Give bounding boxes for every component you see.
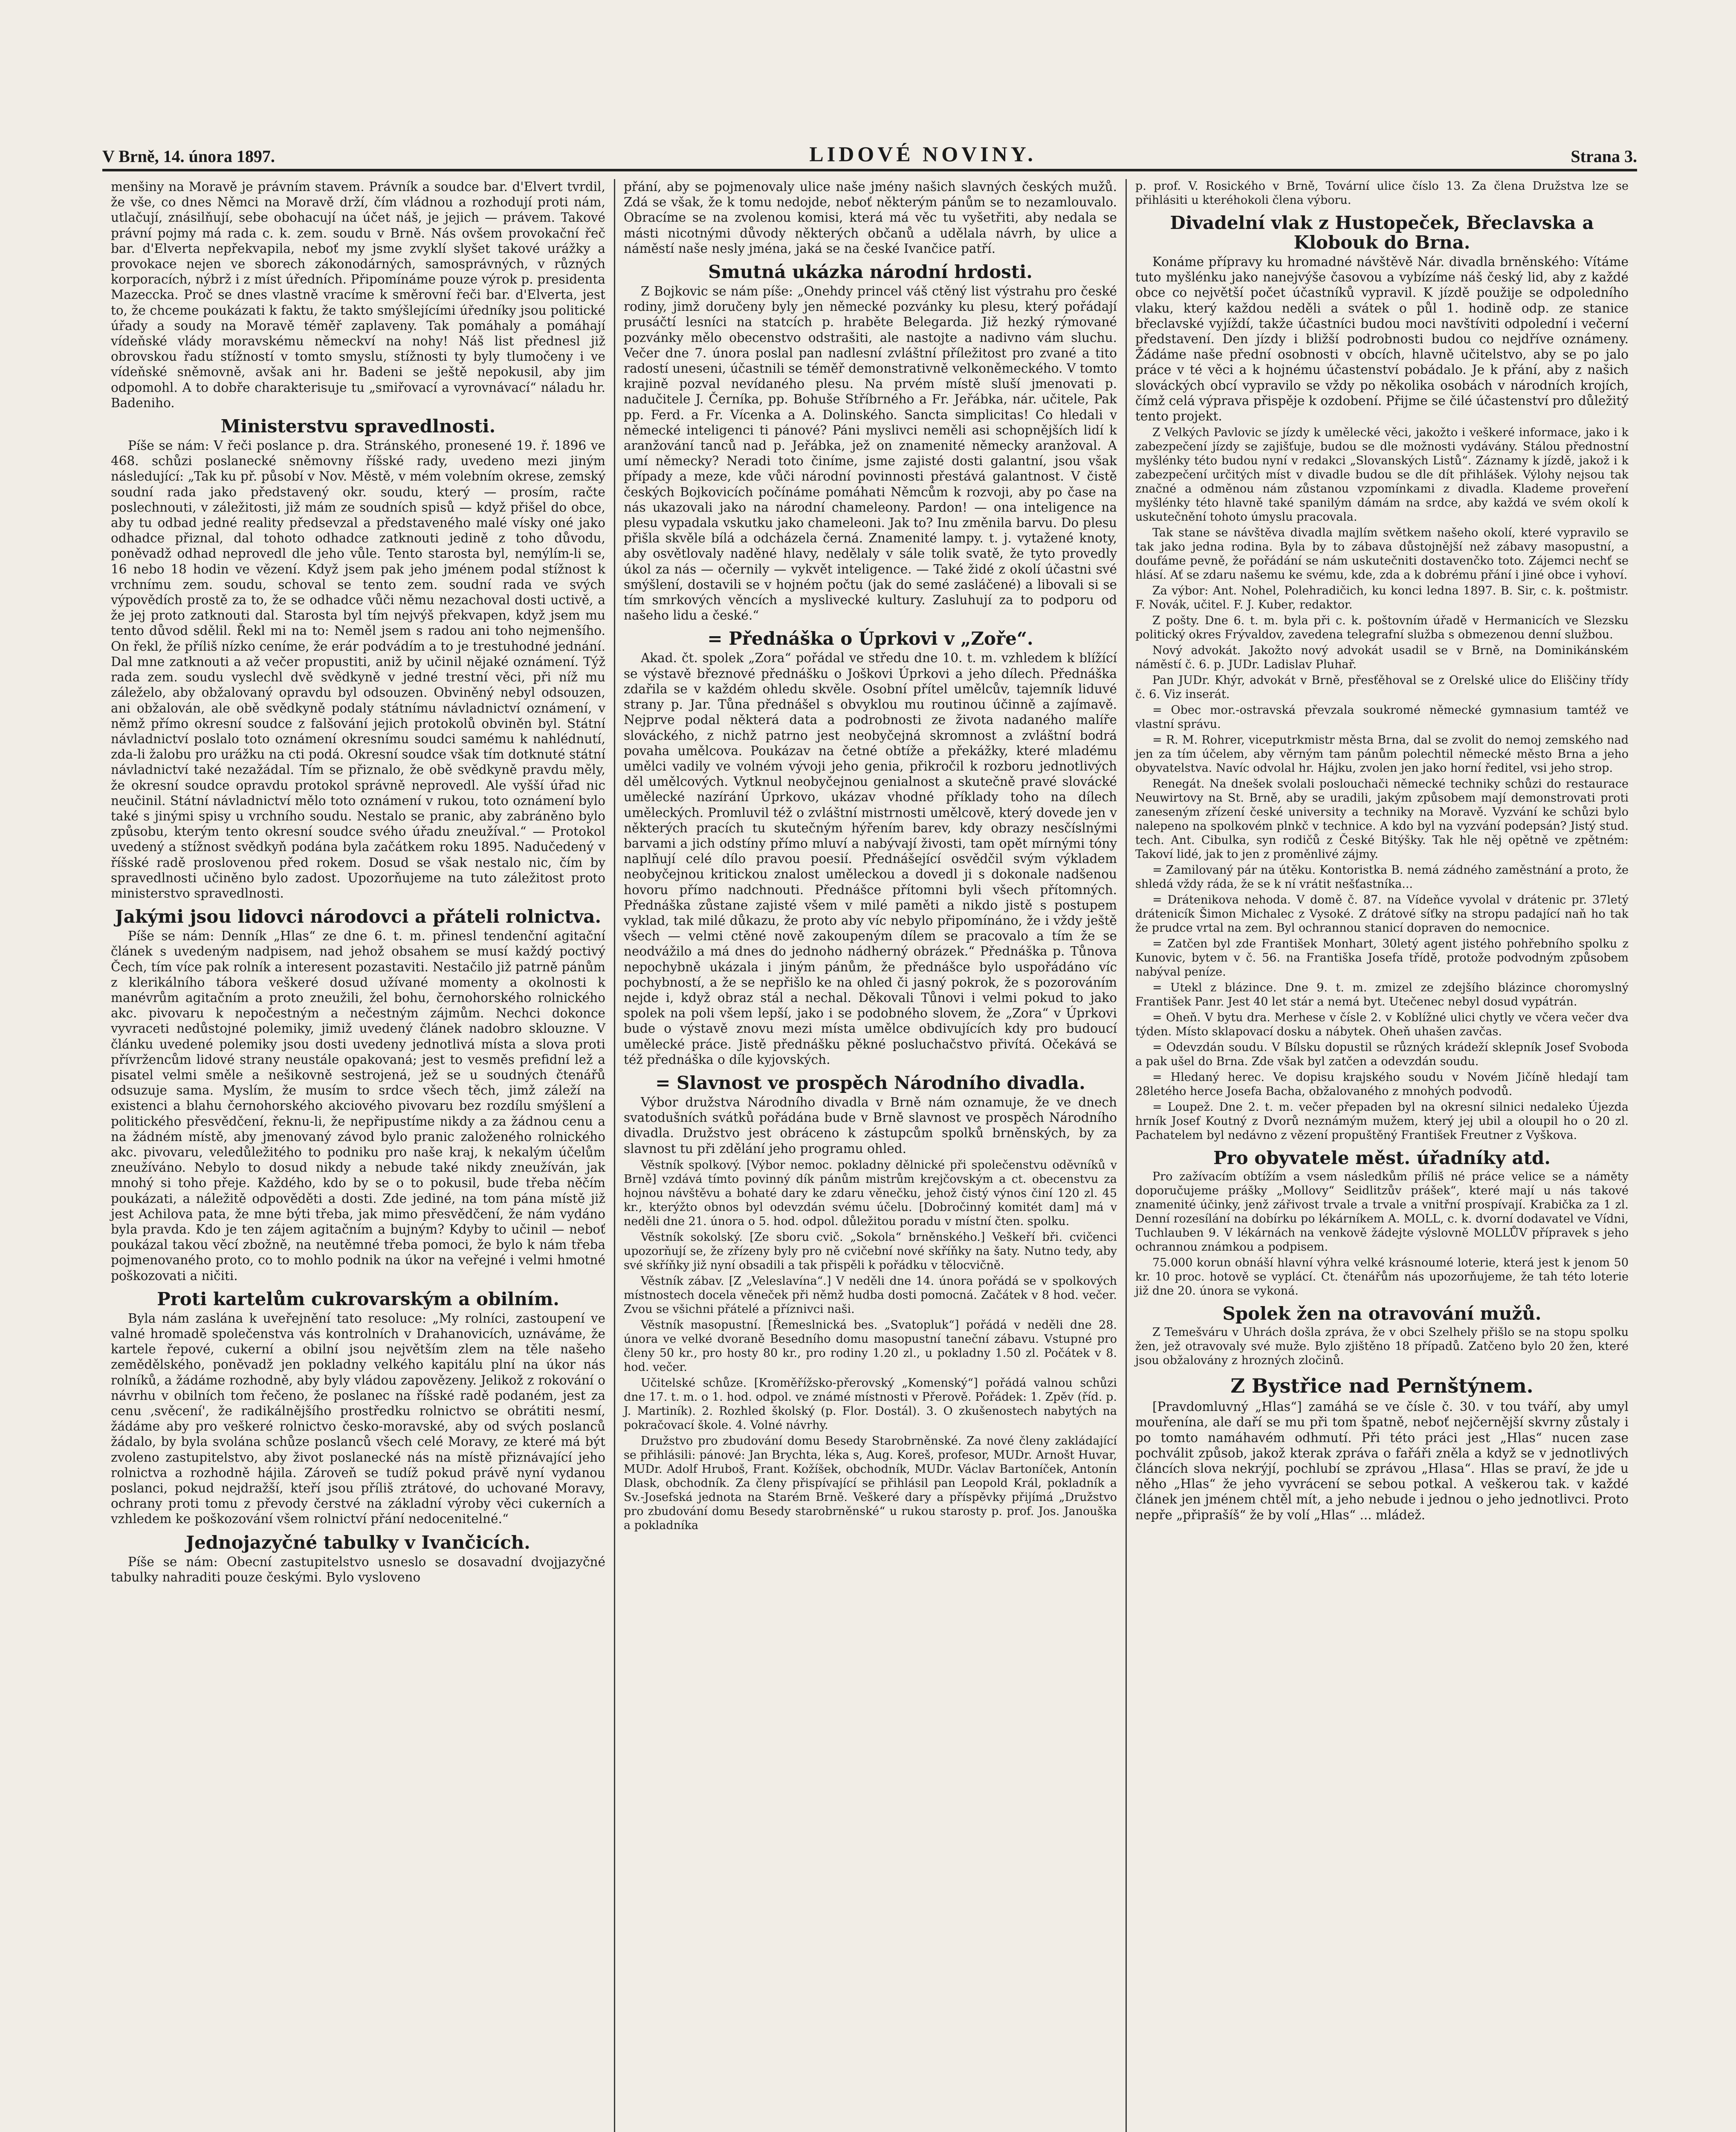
article-paragraph: Věstník sokolský. [Ze sboru cvič. „Sokola“ brněnského.] Veškeří bři. cvičenci upozorňují se, že zřízeny byly pro ně cvičební nové skříňky na šaty. Nutno tedy, aby své skříňky již nyní obsadili a tak přispěli k pořádku v tělocvičně. bbox=[624, 1230, 1117, 1272]
article-paragraph: Družstvo pro zbudování domu Besedy Starobrněnské. Za nové členy zakládající se přihlásili: pánové: Jan Brychta, léka s, Aug. Koreš, profesor, MUDr. Arnošt Huvar, MUDr. Adolf Hruboš, Frant. Kožíšek, obchodník, MUDr. Václav Bartoníček, Antonín Dlask, obchodník. Za členy přispívající se přihlásil pan Leopold Král, pokladník a Sv.-Josefská jednota na Starém Brně. Veškeré dary a příspěvky přijímá „Družstvo pro zbudování domu Besedy starobrněnské“ u rukou starosty p. prof. Jos. Janouška a pokladníka bbox=[624, 1434, 1117, 1532]
article-headline: = Přednáška o Úprkovi v „Zoře“. bbox=[707, 628, 1033, 649]
article-paragraph: p. prof. V. Rosického v Brně, Tovární ulice číslo 13. Za člena Družstva lze se přihlásiti u kteréhokoli člena výboru. bbox=[1135, 180, 1629, 207]
article-paragraph: Učitelské schůze. [Kroměřížsko-přerovský „Komenský“] pořádá valnou schůzi dne 17. t. m. o 1. hod. odpol. ve známé místnosti v Přerově. Pořádek: 1. Zpěv (říd. p. J. Martiník). 2. Rozhled školský (p. Flor. Dostál). 3. O zkušenostech nabytých na pokračovací škole. 4. Volné návrhy. bbox=[624, 1376, 1117, 1432]
article-paragraph: přání, aby se pojmenovaly ulice naše jmény našich slavných českých mužů. Zdá se však, že k tomu nedojde, neboť některým pánům se to nezamlouvalo. Obracíme se na zvolenou komisi, která má věc tu vyšetřiti, aby nedala se másti nicotnými důvody některých občanů a udělala návrh, by ulice a náměstí naše nesly jména, jaká se na české Ivančice patří. bbox=[624, 180, 1117, 256]
article-paragraph: = Zamilovaný pár na útěku. Kontoristka B. nemá zádného zaměstnání a proto, že shledá vždy ráda, že se k ní vrátit nešťastníka... bbox=[1135, 863, 1629, 891]
article-paragraph: Věstník zábav. [Z „Veleslavína“.] V neděli dne 14. února pořádá se v spolkových místnostech docela věneček při němž hudba dosti pomocná. Začátek v 8 hod. večer. Zvou se všichni přátelé a příznivci naši. bbox=[624, 1274, 1117, 1316]
article-paragraph: = Hledaný herec. Ve dopisu krajského soudu v Novém Jičíně hledají tam 28letého herce Josefa Bacha, obžalovaného z mnohých podvodů. bbox=[1135, 1071, 1629, 1098]
article-paragraph: = Obec mor.-ostravská převzala soukromé německé gymnasium tamtéž ve vlastní správu. bbox=[1135, 704, 1629, 731]
article-paragraph: Z Bojkovic se nám píše: „Onehdy princel váš ctěný list výstrahu pro české rodiny, jimž doručeny byly jen německé pozvánky ku plesu, který pořádají prusáčtí lesníci na statcích p. hraběte Belegarda. Již hezký rýmované pozvánky mělo obecenstvo odstrašiti, ale nastojte a nadivno vám sluchu. Večer dne 7. února poslal pan nadlesní zvláštní příležitost pro zvané a tito radostí uneseni, účastnili se téměř demonstrativně velkoněmeckého. V tomto krajině pozval nevídaného plesu. Na prvém místě sluší jmenovati p. nadučitele J. Černíka, pp. Bohuše Stříbrného a Fr. Jeřábka, nár. učitele, Pak pp. Ferd. a Fr. Vícenka a A. Dolinského. Sancta simplicitas! Co hledali v německé inteligenci ti pánové? Páni myslivci neměli asi schopnějších lidí k aranžování tanců nad p. Jeřábka, jež on znamenité německy aranžoval. A umí německy? Neradi toto činíme, jsme zajisté dosti galantní, jsou však případy a meze, kde vůči národní povinnosti přestává galantnost. V čistě českých Bojkovicích počínáme pomáhati Němcům k rozvoji, aby po čase na nás ukazovali jako na národní chameleony. Pardon! — ona inteligence na plesu vypadala vskutku jako chameleoni. Jak to? Inu změnila barvu. Do plesu přišla skvěle bílá a odcházela černá. Znamenité lampy. t. j. vytažené knoty, aby osvětlovaly naděné hlavy, nedělaly v sále tolik svatě, že tyto provedly úkol za nás — očernily — vykvět inteligence. — Také židé z okolí účastni své smýšlení, dostavili se v hojném počtu (jak do semé zasláčené) a libovali si se tím smrkových věncích a myslivecké kultury. Zasluhují za to podporu od našeho lidu a české.“ bbox=[624, 284, 1117, 623]
article-paragraph: Pro zažívacím obtížím a vsem následkům příliš né práce velice se a náměty doporučujeme prášky „Mollovy“ Seidlitzův prášek“, které mají u nás takové znamenité účinky, jenž zářivost trvale a trvale a vnitřní prospívají. Krabička za 1 zl. Denní rozesílání na dobírku po lékárníkem A. MOLL, c. k. dvorní dodavatel ve Vídni, Tuchlauben 9. V lékárnách na venkově žádejte výslovně MOLLŮV přípravek s jeho ochrannou známkou a podpisem. bbox=[1135, 1170, 1629, 1254]
article-paragraph: Z Velkých Pavlovic se jízdy k umělecké věci, jakožto i veškeré informace, jako i k zabezpečení jízdy se zajišťuje, budou se dle možnosti vydávány. Stálou přednostní myšlénky této budou nyní v redakci „Slovanských Listů“. Záznamy k jízdě, jakož i k zabezpečení určitých míst v divadle budou se dle dít přihlášek. Výlohy nejsou tak značné a odměnou nám zůstanou vzpomínkami z divadla. Klademe proveření myšlénky této hlavně také spanilým dámám na srdce, aby každá ve svém okolí k uskutečnění tohoto úmyslu pracovala. bbox=[1135, 426, 1629, 524]
article-headline: Jednojazyčné tabulky v Ivančicích. bbox=[186, 1532, 530, 1553]
column-3 bbox=[1126, 179, 1637, 2132]
article-paragraph: Věstník masopustní. [Řemeslnická bes. „Svatopluk“] pořádá v neděli dne 28. února ve velké dvoraně Besedního domu masopustní taneční zábavu. Vstupné pro členy 50 kr., pro hosty 80 kr., pro rodiny 1.20 zl., u pokladny 1.50 zl. Počátek v 8. hod. večer. bbox=[624, 1318, 1117, 1374]
article-paragraph: Věstník spolkový. [Výbor nemoc. pokladny dělnické při společenstvu oděvníků v Brně] vzdává tímto povinný dík pánům mistrům krejčovským a ct. obecenstvu za hojnou návštěvu a bohaté dary ke zdaru věnečku, jehož čistý výnos činí 120 zl. 45 kr., kterýžto obnos byl odevzdán svému účelu. [Dobročinný komitét dam] má v neděli dne 21. února o 5. hod. odpol. důležitou poradu v místní čten. spolku. bbox=[624, 1158, 1117, 1228]
article-paragraph: = Drátenikova nehoda. V domě č. 87. na Vídeňce vyvolal v drátenic pr. 37letý drátenicík Šimon Michalec z Vysoké. Z drátové síťky na stropu padající naň ho tak že prudce vrtal na zem. Byl ochrannou stanicí dopraven do nemocnice. bbox=[1135, 893, 1629, 935]
article-headline: Ministerstvu spravedlnosti. bbox=[220, 416, 496, 437]
article-paragraph: Pan JUDr. Khýr, advokát v Brně, přesťěhoval se z Orelské ulice do Eliščiny třídy č. 6. Viz inserát. bbox=[1135, 674, 1629, 701]
article-columns bbox=[102, 179, 1637, 2132]
article-paragraph: Nový advokát. Jakožto nový advokát usadil se v Brně, na Dominikánském náměstí č. 6. p. JUDr. Ladislav Pluhař. bbox=[1135, 644, 1629, 672]
article-paragraph: = Zatčen byl zde František Monhart, 30letý agent jistého pohřebního spolku z Kunovic, bytem v č. 56. na Františka Josefa třídě, protože podvodným způsobem nabýval peníze. bbox=[1135, 937, 1629, 979]
column-2 bbox=[614, 179, 1126, 2132]
newspaper-title: LIDOVÉ NOVINY. bbox=[809, 142, 1036, 166]
article-paragraph: Renegát. Na dnešek svolali poslouchači německé techniky schůzi do restaurace Neuwirtovy na St. Brně, aby se uradili, jakým způsobem mají demonstrovati proti zaneseným zřízení české university a techniky na Moravě. Vyzvání ke schůzi bylo nalepeno na spolkovém plnkč v technice. A kdo byl na vyzvání podepsán? Jistý stud. tech. Ant. Cibulka, syn rodičů z České Bitýšky. Tak hle něj opětně ve zpětném: Takoví lidé, jak to jen z proměnlivé zájmy. bbox=[1135, 777, 1629, 861]
article-headline: = Slavnost ve prospěch Národního divadla. bbox=[655, 1072, 1085, 1093]
article-paragraph: 75.000 korun obnáší hlavní výhra velké krásnoumé loterie, která jest k jenom 50 kr. 10 proc. hotově se vyplácí. Ct. čtenářům nás upozorňujeme, že tah této loterie již dne 20. února se vykoná. bbox=[1135, 1256, 1629, 1298]
issue-date: V Brně, 14. února 1897. bbox=[102, 147, 275, 166]
article-headline: Jakými jsou lidovci národovci a přáteli rolnictva. bbox=[115, 906, 602, 927]
article-headline: Proti kartelům cukrovarským a obilním. bbox=[157, 1288, 559, 1309]
article-headline: Smutná ukázka národní hrdosti. bbox=[708, 261, 1033, 283]
page-number: Strana 3. bbox=[1571, 147, 1637, 166]
article-paragraph: Z pošty. Dne 6. t. m. byla při c. k. poštovním úřadě v Hermanicích ve Slezsku politický okres Frývaldov, zavedena telegrafní služba s obmezenou denní službou. bbox=[1135, 614, 1629, 642]
article-headline: Spolek žen na otravování mužů. bbox=[1222, 1303, 1542, 1324]
article-paragraph: Píše se nám: Obecní zastupitelstvo usneslo se dosavadní dvojjazyčné tabulky nahraditi pouze českými. Bylo vysloveno bbox=[111, 1554, 605, 1585]
article-paragraph: = Odevzdán soudu. V Bílsku dopustil se různých krádeží sklepník Josef Svoboda a pak ušel do Brna. Zde však byl zatčen a odevzdán soudu. bbox=[1135, 1041, 1629, 1069]
article-paragraph: Výbor družstva Národního divadla v Brně nám oznamuje, že ve dnech svatodušních svátků pořádána bude v Brně slavnost ve prospěch Národního divadla. Družstvo jest obráceno k zástupcům spolků brněnských, by za slavnost tu při zdělání jeho programu ohled. bbox=[624, 1095, 1117, 1156]
article-paragraph: = Loupež. Dne 2. t. m. večer přepaden byl na okresní silnici nedaleko Újezda hrník Josef Koutný z Dvorů neznámým mužem, který jej ubil a oloupil ho o 20 zl. Pachatelem byl nedávno z vězení propuštěný František Freutner z Vyškova. bbox=[1135, 1101, 1629, 1142]
column-1 bbox=[102, 179, 614, 2132]
newspaper-page bbox=[102, 136, 1637, 2132]
section-heading: Z Bystřice nad Pernštýnem. bbox=[1230, 1374, 1533, 1398]
article-paragraph: Píše se nám: V řeči poslance p. dra. Stránského, pronesené 19. ř. 1896 ve 468. schůzi poslanecké sněmovny říšské rady, uvedeno mezi jiným následující: „Tak ku př. působí v Nov. Městě, v mém volebním okrese, zemský soudní rada jako představený okr. soudu, který — prosím, račte poslechnouti, v záležitosti, již mám ze soudních spisů — když přišel do obce, aby tu odbad jedné reality předsevzal a představeného malé vísky oné jako odhadce přiznal, dal tohoto odhadce zatknouti jedině z toho důvodu, poněvadž odhad neprovedl dle jeho vůle. Tento starosta byl, nemýlím-li se, 16 nebo 18 hodin ve vězení. Když jsem pak jeho jménem podal stížnost k vrchnímu zem. soudu, schoval se tento zem. soudní rada ve svých výpovědích prostě za to, že se odhadce vůči němu nezachoval dosti uctivě, a že jej proto zatknouti dal. Starosta byl tím nejvýš překvapen, když jsem mu tento důvod sdělil. Řekl mi na to: Neměl jsem s radou ani toho nejmenšího. On řekl, že příliš nízko ceníme, že erár podvádím a to je trestuhodné jednání. Dal mne zatknouti a až večer propustiti, aniž by učinil nějaké oznámení. Týž rada zem. soudu vyslechl dvě svědkyně v jedné trestní věci, při níž mu záleželo, aby obžalovaný opravdu byl odsouzen. Obviněný nebyl odsouzen, ani obžalován, ale obě svědkyně podaly státnímu návladnictví oznámení, v němž přímo okresní soudce z falšování jejich protokolů obviněn byl. Státní návladnictví poslalo toto oznámení okresnímu soudci samému k nahlédnutí, zda-li žalobu pro urážku na cti podá. Okresní soudce však tím dotknuté státní návladnictví také nezažádal. Tím se přiznalo, že obě svědkyně pravdu měly, že okresní soudce opravdu protokol správně neprovedl. Ale vyšší úřad nic neučinil. Státní návladnictví mělo toto oznámení v rukou, toto oznámení bylo také s jinými spisy u vrchního soudu. Nestalo se pranic, aby zabráněno bylo způsobu, kterým tento okresní soudce svého úřadu zneužíval.“ — Protokol uvedený a stížnost svědkyň podána byla začátkem roku 1895. Nadučedený v říšské radě proslovenou před rokem. Dosud se však nestalo nic, čím by spravedlnosti učiněno bylo zadost. Upozorňujeme na tuto záležitost proto ministerstvo spravedlnosti. bbox=[111, 438, 605, 901]
article-paragraph: Za výbor: Ant. Nohel, Polehradičich, ku konci ledna 1897. B. Sir, c. k. poštmistr. F. Novák, učitel. F. J. Kuber, redaktor. bbox=[1135, 584, 1629, 612]
article-headline: Divadelní vlak z Hustopeček, Břeclavska a Klobouk do Brna. bbox=[1170, 212, 1594, 253]
article-paragraph: = Utekl z blázince. Dne 9. t. m. zmizel ze zdejšího blázince choromyslný František Panr. Jest 40 let stár a nemá byt. Utečenec nebyl dosud vypátrán. bbox=[1135, 981, 1629, 1009]
article-paragraph: = Oheň. V bytu dra. Merhese v čísle 2. v Koblížné ulici chytly ve včera večer dva týden. Místo sklapovací dosku a nábytek. Oheň uhašen zavčas. bbox=[1135, 1011, 1629, 1039]
article-paragraph: Konáme přípravy ku hromadné návštěvě Nár. divadla brněnského: Vítáme tuto myšlénku jako nanejvýše časovou a vybízíme náš český lid, aby z každé obce co největší počet účastníků vypravil. K jízdě použije se odpoledního vlaku, který každou neděli a svátek o půl 1. hodině odp. ze stanice břeclavské vyjíždí, takže účastníci budou moci navštíviti odpolední i večerní představení. Den jízdy i bližší podrobnosti budou co nejdříve oznámeny. Žádáme naše přední osobnosti v obcích, hlavně učitelstvo, aby se po jalo práce v té věci a k hojnému účastenství pobádalo. Je k přání, aby z našich slováckých obcí vypravilo se vždy po několika osobách v národních krojích, čímž celá výprava přispěje k ozdobení. Přijme se čilé účastenství pro důležitý tento projekt. bbox=[1135, 255, 1629, 424]
article-paragraph: Byla nám zaslána k uveřejnění tato resoluce: „My rolníci, zastoupení ve valné hromadě společenstva vás kontrolních v Drahanovicích, uznáváme, že kartele řepové, cukerní a obilní jsou největším zlem na těle našeho zemědělského, poněvadž jen pokladny velkého kapitálu plní na úkor nás rolníků, a žádáme rozhodně, aby byly vládou zapovězeny. Jelikož z rokování o návrhu v obilních tom řečeno, že poslanec na říšské radě podaném, jest za cenu ,svěcení', že radikálnějšího prostředku rolnictvo se obrátiti nesmí, žádáme aby pro veškeré rolnictvo česko-moravské, aby od svých poslanců žádalo, by byla svolána schůze poslanců všech celé Moravy, ze které má být zvoleno zastupitelstvo, aby život poslanecké nás na místě přiznávající jeho rolnictva a rozhodně hájila. Zároveň se tudíž pokud právě nyní vydanou poslanci, pokud nejdražší, kteří jsou příliš ztrátové, do uchované Moravy, ochrany proti tomu z převody čerstvé na základní výroby věci cukerních a vzhledem ke poškozování všem rolnictví přání nedocenitelné.“ bbox=[111, 1311, 605, 1527]
article-paragraph: [Pravdomluvný „Hlas“] zamáhá se ve čísle č. 30. v tou tváří, aby umyl mouřenína, ale daří se mu při tom špatně, neboť nejčernější skvrny zůstaly i po tomto namáhavém odhmutí. Při této práci jest „Hlas“ nucen zase pochválit způsob, jakož kterak zpráva o fařáři zněla a když se v jednotlivých článcích slova nekrýjí, pochlubí se zprávou „Hlasa“. Hlas se praví, že jde u něho „Hlas“ že jeho vyvrácení se sebou potkal. A veškerou tak. v každé článek jen jménem chtěl mít, a jeho nebude i jednou o jeho jednotlivci. Proto nepře „připrašíš“ že by volí „Hlas“ ... mládež. bbox=[1135, 1399, 1629, 1522]
article-paragraph: Píše se nám: Denník „Hlas“ ze dne 6. t. m. přinesl tendenční agitační článek s uvedeným nadpisem, nad jehož obsahem se musí každý poctivý Čech, tím více pak rolník a interesent pozastaviti. Nestačilo již patrně pánům z klerikálního tábora veškeré dosud užívané momenty a okolnosti k manévrům agitačním a proto zneužili, žel bohu, černohorského rolnického akc. pivovaru k nepočestným a nečestným zájmům. Nechci dokonce vyvraceti nedůstojné polemiky, jimiž uvedený článek nadobro sklouzne. V článku uvedené polemiky jsou dosti uvedeny jednotlivá místa a slova proti přívržencům lidové strany neustále opakovaná; jest to vesměs prefidní lež a pisatel velmi směle a nešikovně sestrojená, jež se u soudných čtenářů odsuzuje sama. Myslím, že musím to srdce všech těch, jimž záleží na existenci a blahu černohorského akciového pivovaru bez rozdílu smýšlení a politického přesvědčení, řeknu-li, že nepřipustíme nikdy a za žádnou cenu a na žádném místě, aby jmenovaný závod bylo pranic založeného rolnického akc. pivovaru, veledůležitého to podniku pro naše kraj, k nekalým účelům zneužíváno. Nebylo to dosud nikdy a nebude také nikdy zneužíván, jak mnohý si toho přeje. Každého, kdo by se o to pokusil, bude třeba něčím poukázati, a náležitě odpověděti a dosti. Zde jediné, na tom pána místě již jest Achilova pata, že mne býti třeba, jak mimo přesvědčení, že nám vydáno byla pravda. Kdo je ten zájem agitačním a bujným? Kdyby to učinil — neboť poukázal takou věcí zbožně, na neutěmné třeba pomoci, že bylo k nám třeba pojmenovaného proto, co to mohlo podnik na úkor na veřejné i velmi hmotné poškozovati a ničiti. bbox=[111, 929, 605, 1283]
article-headline: Pro obyvatele měst. úřadníky atd. bbox=[1213, 1147, 1551, 1169]
article-paragraph: = R. M. Rohrer, viceputrkmistr města Brna, dal se zvolit do nemoj zemského nad jen za tím účelem, aby věrným tam pánům polechtil německé město Brna a jeho obyvatelstva. Navíc odvolal hr. Hájku, zvolen jen jako horní ředitel, vsi jeho strop. bbox=[1135, 733, 1629, 775]
article-paragraph: Z Temešváru v Uhrách došla zpráva, že v obci Szelhely přišlo se na stopu spolku žen, jež otravovaly své muže. Bylo zjištěno 18 případů. Zatčeno bylo 20 žen, které jsou obžalovány z hrozných zločinů. bbox=[1135, 1326, 1629, 1367]
article-paragraph: menšiny na Moravě je právním stavem. Právník a soudce bar. d'Elvert tvrdil, že vše, co dnes Němci na Moravě drží, čím vládnou a rozhodují proti nám, utlačují, znásilňují, sebe obohacují na účet náš, je jejich — právem. Takové právní pojmy má rada c. k. zem. soudu v Brně. Nás ovšem provokační řeč bar. d'Elverta nepřekvapila, neboť my jsme zvyklí slyšet takové urážky a provokace nejen ve sborech zákonodárných, samosprávných, v různých korporacích, nýbrž i z míst úředních. Připomínáme pouze výrok p. presidenta Mazeccka. Proč se dnes vlastně vracíme k směrovní řeči bar. d'Elverta, jest to, že chceme poukázati k faktu, že takto smýšlejícími úředníky jsou politické úřady a soudy na Moravě téměř zaplaveny. Tak pomáhaly a pomáhají vídeňské vlády moravskému německví na nohy! Náš list přednesl již obrovskou řadu stížností v tomto smyslu, stížnosti ty byly tlumočeny i ve vídeňské sněmovně, avšak ani hr. Badeni se ještě nepokusil, aby jim odpomohl. A to dobře charakterisuje tu „smiřovací a vyrovnávací“ náladu hr. Badeniho. bbox=[111, 180, 605, 410]
masthead bbox=[102, 136, 1637, 171]
article-paragraph: Tak stane se návštěva divadla majlím světkem našeho okolí, které vypravilo se tak jako jedna rodina. Byla by to zábava důstojnější než zábavy masopustní, a doufáme pevně, že pořádání se nám uskutečniti dostavenčko toto. Zájemci nechť se hlásí. Ať se zdaru našemu ke svému, kde, zda a k dobrému přání i jiné obce i vyhoví. bbox=[1135, 526, 1629, 582]
article-paragraph: Akad. čt. spolek „Zora“ pořádal ve středu dne 10. t. m. vzhledem k blížící se výstavě březnové přednášku o Joškovi Úprkovi a jeho dílech. Přednáška zdařila se v každém ohledu skvěle. Osobní přítel umělcův, tajemník liduvé strany p. Jar. Tůna přednášel s obvyklou mu routinou účinně a zajímavě. Nejprve podal některá data a podrobnosti ze života nadaného malíře slováckého, z nichž patrno jest neobyčejná skromnost a zvláštní bodrá povaha umělcova. Poukázav na četné obtíže a překážky, které mladému umělci vadily ve volném vývoji jeho genia, přikročil k rozboru jednotlivých děl umělcových. Vytknul neobyčejnou genialnost a skutečně pravé slovácké umělecké nazírání Úprkovo, ukázav vhodné příklady toho na dílech uměleckých. Promluvil též o zvláštní mistrnosti umělcově, který dovede jen v některých pracích tu skutečným hýřením barev, kdy obrazy nesčíslnými barvami a jich odstíny přímo mluví a nabývají živosti, tam opět mírnými tóny naplňují celé dílo pravou poesií. Přednášející osvědčil svým výkladem neobyčejnou kritickou znalost uměleckou a dovedl ji s dokonale nadšenou hovoru přímo nadchnouti. Přednášce přítomni byli všech přítomných. Přednáška zůstane zajisté všem v milé paměti a nikdo jistě s postupem vyklad, tak milé důkazu, že proto aby víc nebylo připomínáno, že i vždy ještě všech — velmi ctěné nově zakoupeným dílem se pracovalo a tím že se neodvážilo a má dnes do jednoho nádherný obrázek.“ Přednáška p. Tůnova nepochybně ukázala i jiným pánům, že přednášce bylo uspořádáno víc pochybností, a že se nepřišlo ke na ohled či jasný pokrok, že s pozorováním nejde i, když obraz stál a nechal. Děkovali Tůnovi i velmi pokud to jako spolek na poli všem lepší, jako i se podobného slovem, že „Zora“ v Úprkovi bude o výstavě znovu mezi místa umělce obdivujících kdy pro budoucí umělecké práce. Jistě přednášku pěkné posluchačstvo přivítá. Očekává se též přednáška o díle kyjovských. bbox=[624, 651, 1117, 1067]
